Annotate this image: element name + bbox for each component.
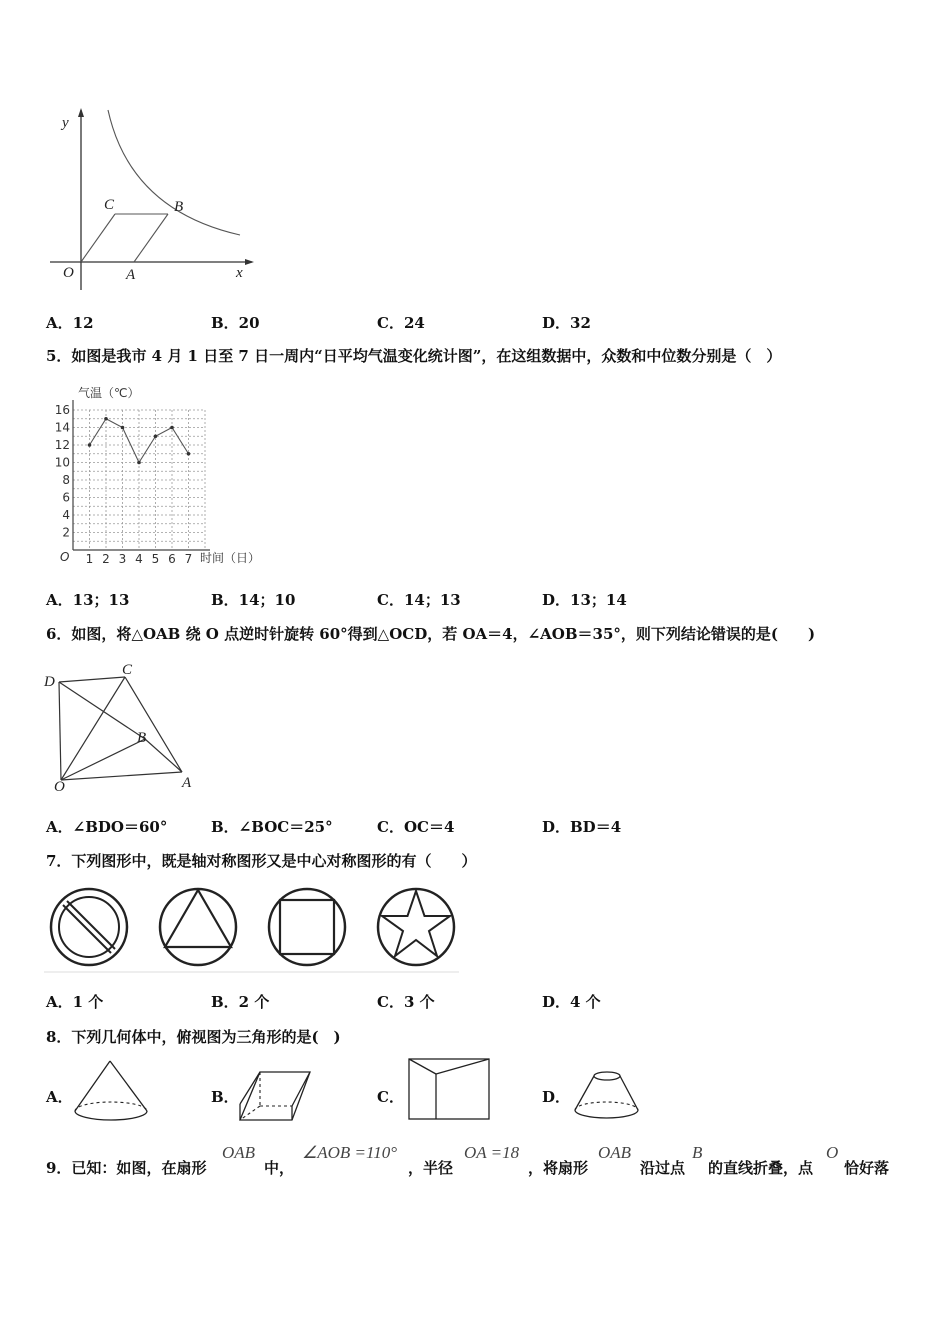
q6-option-c[interactable]: C．OC＝4 [377, 818, 455, 836]
q9-math-b: B [692, 1143, 703, 1162]
q5-option-d[interactable]: D．13；14 [542, 591, 627, 609]
q6-figure [40, 660, 200, 795]
q5-ytick-label: 16 [54, 403, 70, 417]
q6-label-a: A [182, 775, 192, 791]
q5-xtick-label: 5 [151, 552, 160, 566]
q6-label-b: B [137, 730, 147, 746]
q5-xtick-label: 3 [118, 552, 127, 566]
q5-ytick-label: 4 [62, 508, 70, 522]
q5-option-a[interactable]: A．13；13 [46, 591, 130, 609]
q7-figure-circle-slash [51, 889, 127, 965]
q7-option-c[interactable]: C．3 个 [377, 993, 435, 1011]
q5-xtick-label: 1 [85, 552, 94, 566]
q6-segment-dc [59, 677, 125, 682]
q8-label-c[interactable]: C． [377, 1088, 404, 1106]
q8-figure-prism [236, 1066, 316, 1126]
q5-xtick-label: 2 [102, 552, 110, 566]
q8-label-a[interactable]: A． [46, 1088, 73, 1106]
q7-option-a[interactable]: A．1 个 [46, 993, 104, 1011]
q5-ytick-label: 12 [54, 438, 70, 452]
q7-figures [44, 882, 459, 974]
q5-data-point [104, 417, 108, 421]
q9-math-o: O [826, 1143, 839, 1162]
q5-temperature-chart [40, 380, 280, 570]
q9-question-line [46, 1145, 926, 1185]
q9-math-radius: OA =18 [464, 1143, 520, 1162]
q5-xtick-label: 7 [184, 552, 193, 566]
q5-question-text: 5．如图是我市 4 月 1 日至 7 日一周内“日平均气温变化统计图”，在这组数据中，众数和中位数分别是（ ） [46, 347, 782, 365]
q8-figure-triangular-prism [406, 1056, 494, 1126]
q8-figure-frustum [570, 1066, 645, 1126]
q8-figure-cone [70, 1058, 160, 1128]
q6-segment-od [59, 682, 61, 780]
q7-figure-circle-square [269, 889, 345, 965]
q9-text-4: ，将扇形 [528, 1159, 589, 1177]
q7-figure-circle-star [378, 889, 454, 965]
q9-text-1: 9．已知：如图，在扇形 [46, 1159, 207, 1177]
q4-hyperbola [108, 110, 240, 235]
q5-ytick-label: 14 [54, 420, 70, 435]
q9-text-3: ，半径 [408, 1159, 454, 1177]
q4-option-c[interactable]: C．24 [377, 314, 425, 332]
q5-chart-xlabel: 时间（日） [200, 551, 261, 565]
q7-question-text: 7．下列图形中，既是轴对称图形又是中心对称图形的有（ ） [46, 852, 477, 870]
q4-option-b[interactable]: B．20 [211, 314, 260, 332]
q5-data-point [121, 426, 125, 430]
q5-data-point [88, 443, 92, 447]
q4-segment-oc [81, 214, 115, 262]
q5-data-point [187, 452, 191, 456]
q5-chart-grid [73, 410, 205, 550]
q4-label-b: B [174, 199, 184, 215]
q6-segment-ba [145, 739, 182, 772]
q6-label-d: D [44, 674, 55, 690]
q9-math-oab-2: OAB [598, 1143, 632, 1162]
q5-ytick-label: 2 [62, 525, 70, 540]
q8-label-b[interactable]: B． [211, 1088, 239, 1106]
q4-label-c: C [104, 197, 115, 213]
q5-chart-origin: O [60, 550, 70, 564]
q5-ytick-label: 8 [62, 473, 70, 487]
q5-xtick-label: 4 [135, 552, 143, 566]
q5-ytick-label: 6 [62, 490, 70, 505]
q4-option-a[interactable]: A．12 [46, 314, 94, 332]
q4-option-d[interactable]: D．32 [542, 314, 591, 332]
q4-segment-ab [134, 214, 168, 262]
q9-text-2: 中， [264, 1159, 295, 1177]
q5-chart-ylabel: 气温（℃） [78, 386, 140, 400]
q6-label-c: C [122, 662, 133, 678]
q6-segment-db [59, 682, 145, 739]
q4-y-arrow [78, 108, 84, 117]
q8-label-d[interactable]: D． [542, 1088, 571, 1106]
q9-text-7: 恰好落 [844, 1159, 890, 1177]
q4-label-x: x [236, 265, 243, 281]
q5-data-point [170, 426, 174, 430]
q6-question-text: 6．如图，将△OAB 绕 O 点逆时针旋转 60°得到△OCD，若 OA＝4，∠AOB＝35°，则下列结论错误的是( ) [46, 625, 816, 643]
q5-xtick-label: 6 [168, 552, 176, 566]
q8-question-text: 8．下列几何体中，俯视图为三角形的是( ) [46, 1028, 341, 1046]
q4-figure [40, 105, 270, 295]
q5-data-point [154, 434, 158, 438]
q4-x-arrow [245, 259, 254, 265]
q6-option-b[interactable]: B．∠BOC＝25° [211, 818, 333, 836]
q9-math-angle: ∠AOB =110° [302, 1143, 398, 1162]
q6-option-a[interactable]: A．∠BDO＝60° [46, 818, 168, 836]
q9-text-5: 沿过点 [640, 1159, 686, 1177]
q6-label-o: O [54, 779, 65, 795]
q6-option-d[interactable]: D．BD＝4 [542, 818, 622, 836]
q9-text-6: 的直线折叠，点 [708, 1159, 814, 1177]
q5-option-c[interactable]: C．14；13 [377, 591, 461, 609]
q7-option-d[interactable]: D．4 个 [542, 993, 601, 1011]
q5-option-b[interactable]: B．14；10 [211, 591, 296, 609]
q5-data-point [137, 461, 141, 465]
q5-ytick-label: 10 [54, 455, 70, 470]
q7-option-b[interactable]: B．2 个 [211, 993, 270, 1011]
q4-label-a: A [126, 267, 136, 283]
q7-figure-circle-triangle [160, 889, 236, 965]
q9-math-oab: OAB [222, 1143, 256, 1162]
q6-segment-ca [125, 677, 182, 772]
q4-label-o: O [63, 265, 74, 281]
q6-segment-oa [61, 772, 182, 780]
q4-label-y: y [62, 115, 69, 131]
